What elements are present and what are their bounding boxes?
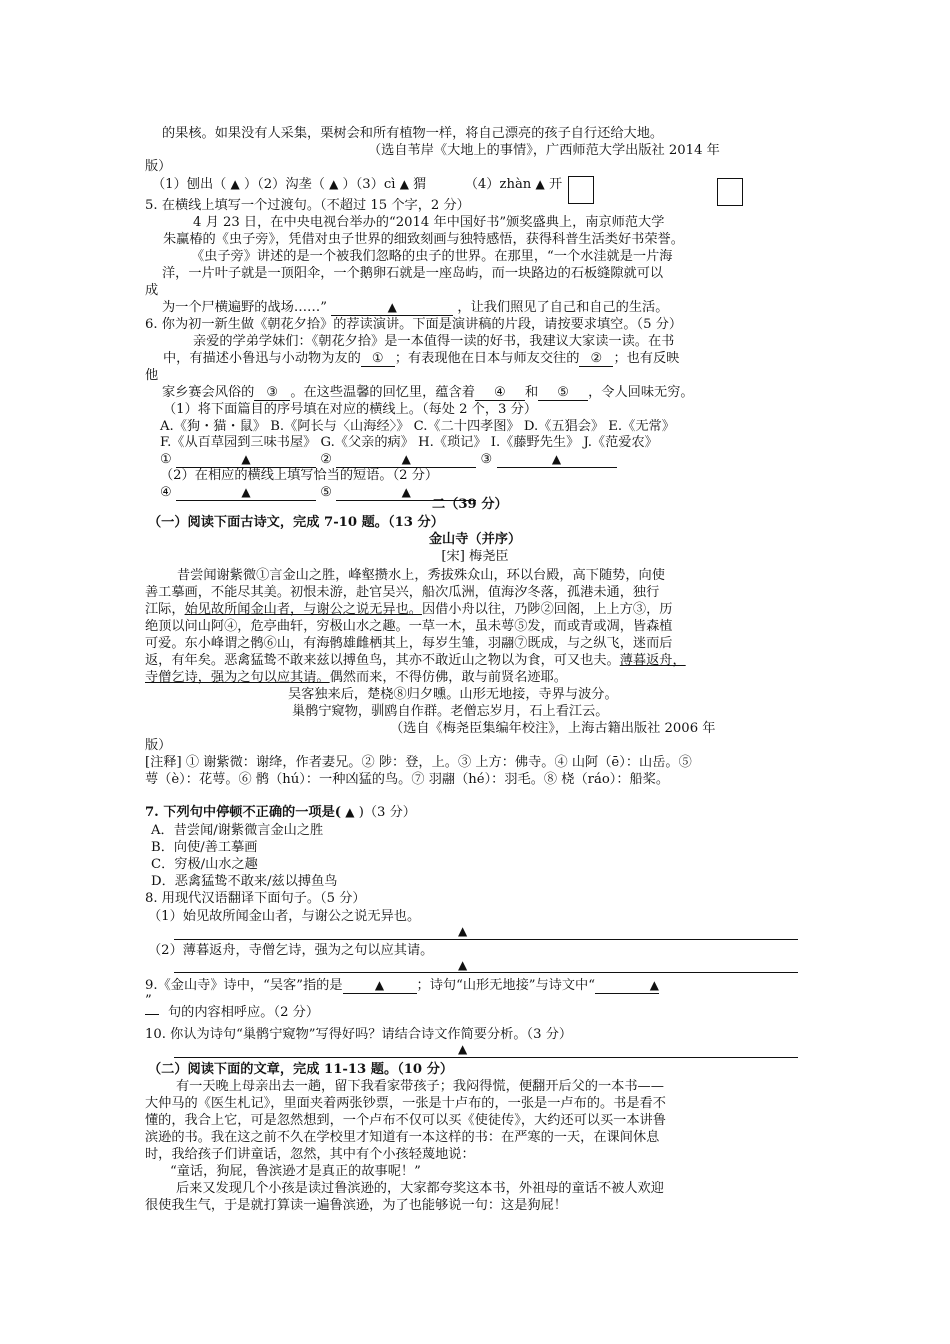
text-line: “童话，狗屁，鲁滨逊才是真正的故事呢！” [170,1164,421,1179]
answer-blank[interactable] [497,452,617,468]
q4-item-3-char: 猬 [413,177,427,192]
text-line: 可爱。东小峰谓之鹘⑥山，有海鹘雄雌栖其上，每岁生雏，羽翮⑦既成，与之纵飞，迷而后 [145,636,673,651]
q4-item-4: （4）zhàn [464,177,532,192]
q4-item-1: （1）刨出（ [152,177,227,192]
text-line [162,299,668,316]
question-7 [145,804,416,821]
answer-line[interactable] [174,1057,798,1058]
text-line [145,601,673,618]
text-line: 后来又发现几个小孩是读过鲁滨逊的，大家都夸奖这本书，外祖母的童话不被人欢迎 [176,1181,664,1196]
question-text: )（3 分） [358,805,416,820]
text-line: 洋，一片叶子就是一顶阳伞，一个鹅卵石就是一座岛屿，而一块路边的石板缝隙就可以 [162,266,664,281]
text-line: （2）在相应的横线上填写恰当的短语。（2 分） [160,468,439,483]
poem-title: 金山寺（并序） [428,532,522,547]
answer-mark[interactable]: ▲ [230,177,240,191]
blank-4[interactable]: ④ [475,386,525,401]
answer-line[interactable] [174,939,798,940]
label: ④ [160,485,172,500]
options-line: F.《从百草园到三味书屋》 G.《父亲的病》 H.《琐记》 I.《藤野先生》 J.《范爱农》 [160,435,658,450]
subsection-heading: （二）阅读下面的文章，完成 11-13 题。（10 分） [148,1062,454,1077]
text-line: 《虫子旁》讲述的是一个被我们忽略的虫子的世界。在那里，“一个水洼就是一片海 [191,249,673,264]
answer-mark: ▲ [387,300,397,314]
text-line: （1）将下面篇目的序号填在对应的横线上。（每处 2 个，3 分） [163,402,538,417]
question-text: 7. 下列句中停顿不正确的一项是( [145,805,342,820]
answer-mark[interactable]: ▲ [458,924,468,938]
answer-blank[interactable] [331,300,453,316]
section-heading: 二（39 分） [432,497,508,512]
blank-1[interactable]: ① [361,352,395,367]
question-10: 10. 你认为诗句“巢鹘宁窥物”写得好吗？请结合诗文作简要分析。（3 分） [145,1027,573,1042]
answer-mark[interactable]: ▲ [399,177,409,191]
quote-mark: ” [145,993,152,1008]
answer-mark: ▲ [241,485,251,499]
text-segment: 家乡赛会风俗的 [162,385,255,400]
answer-blank[interactable] [176,485,316,501]
choice-a[interactable]: A．昔尝闻/谢紫微言金山之胜 [151,823,324,838]
text-line [145,669,567,686]
answer-line[interactable] [174,972,798,973]
answer-mark: ▲ [401,452,411,466]
text-line: 的果核。如果没有人采集，栗树会和所有植物一样，将自己漂亮的孩子自行还给大地。 [162,126,664,141]
q4-row [152,176,562,193]
q4-item-2: ）（2）沟垄（ [243,177,325,192]
answer-mark[interactable]: ▲ [329,177,339,191]
text-line: 朱赢椿的《虫子旁》，凭借对虫子世界的细致刻画与独特感悟，获得科普生活类好书荣誉。 [163,232,684,247]
blank-5[interactable]: ⑤ [538,386,588,401]
text-line: 善工摹画，不能尽其美。初恨未游，赴官吴兴，船次瓜洲，值海汐冬落，孤港未通，独行 [145,585,660,600]
text-line: 时，我给孩子们讲童话，忽然，其中有个小孩轻蔑地说： [145,1147,475,1162]
source-citation-end: 版） [145,738,172,753]
question-5: 5. 在横线上填写一个过渡句。（不超过 15 个字，2 分） [145,198,470,213]
text-line: 绝顶以问山阿④，危亭曲轩，穷极山水之趣。一草一木，虽未萼⑤发，而或青或凋，皆森植 [145,619,673,634]
annotation: [注释] ① 谢紫微：谢绛，作者妻兄。② 陟：登，上。③ 上方：佛寺。④ 山阿（ē）：山岳。⑤ [145,755,692,770]
text-segment: 为一个尸横遍野的战场……” [162,300,327,315]
question-8: 8. 用现代汉语翻译下面句子。（5 分） [145,891,366,906]
label: ⑤ [320,485,333,500]
answer-mark: ▲ [551,452,562,466]
question-8-item-2: （2）薄暮返舟，寺僧乞诗，强为之句以应其请。 [148,943,434,958]
question-text: ；诗句“山形无地接”与诗文中“ [416,978,595,993]
text-segment: 江际， [145,602,185,617]
text-segment: ；也有反映 [613,351,680,366]
text-line: 懂的，我合上它，可是忽然想到，一个卢布不仅可以买《使徒传》，大约还可以买一本讲鲁 [145,1113,666,1128]
answer-mark[interactable]: ▲ [458,958,468,972]
annotation: 萼（è）：花萼。⑥ 鹘（hú）：一种凶猛的鸟。⑦ 羽翮（hé）：羽毛。⑧ 桡（ráo）：船桨。 [145,772,670,787]
text-line [163,350,679,367]
text-line: 昔尝闻谢紫微①言金山之胜，峰壑攒水上，秀拔殊众山，环以台殿，高下随势，向使 [177,568,665,583]
text-line [145,652,686,669]
label: ② [320,452,333,467]
q4-item-4-char: 开 [548,177,563,192]
label: ③ [480,452,493,467]
label: ① [160,452,172,467]
text-segment: 偶然而来，不得仿佛，敢与前贤名迹耶。 [329,670,567,685]
poem-verse: 吴客独来后，楚桡⑧归夕曛。山形无地接，寺界与波分。 [288,687,618,702]
question-8-item-1: （1）始见故所闻金山者，与谢公之说无异也。 [148,909,421,924]
question-9 [145,977,659,994]
poem-verse: 巢鹘宁窥物，驯鸥自作群。老僧忘岁月，石上看江云。 [292,704,609,719]
text-segment: 因借小舟以往，乃陟②回阁，上上方③，历 [421,602,673,617]
text-line: 亲爱的学弟学妹们：《朝花夕拾》是一本值得一读的好书，我建议大家读一读。在书 [193,334,675,349]
choice-d[interactable]: D．恶禽猛鸷不敢来/兹以搏鱼鸟 [151,874,338,889]
underlined-sentence: 始见故所闻金山者，与谢公之说无异也。 [184,602,422,617]
question-text: 句的内容相呼应。（2 分） [168,1005,320,1020]
answer-mark: ▲ [374,978,385,992]
text-segment: ，让我们照见了自己和自己的生活。 [457,300,669,315]
answer-mark: ▲ [649,978,659,992]
text-line: 成 [145,283,159,298]
answer-blank[interactable] [336,452,476,468]
answer-row [160,484,476,501]
text-line: 他 [145,368,159,383]
text-segment: 和 [524,385,539,400]
answer-box[interactable] [717,178,743,206]
answer-mark[interactable]: ▲ [345,805,355,819]
choice-c[interactable]: C．穷极/山水之趣 [151,857,258,872]
choice-b[interactable]: B．向使/善工摹画 [151,840,258,855]
source-citation-end: 版） [145,159,172,174]
text-line: 滨逊的书。我在这之前不久在学校里才知道有一本这样的书：在严寒的一天，在课间休息 [145,1130,660,1145]
q4-item-3: ）（3）cì [342,177,396,192]
text-line [162,384,694,401]
answer-mark: ▲ [241,452,251,466]
text-line: 4 月 23 日，在中央电视台举办的“2014 年中国好书”颁奖盛典上，南京师范大学 [193,215,665,230]
text-segment: ；有表现他在日本与师友交往的 [394,351,580,366]
answer-box[interactable] [568,176,594,204]
answer-mark: ▲ [401,485,411,499]
text-line: 有一天晚上母亲出去一趟，留下我看家带孩子；我闷得慌，便翻开后父的一本书—— [176,1079,664,1094]
source-citation: （选自苇岸《大地上的事情》，广西师范大学出版社 2014 年 [368,143,720,158]
poem-author: [宋] 梅尧臣 [441,549,509,564]
subsection-heading: （一）阅读下面古诗文，完成 7-10 题。（13 分） [148,515,444,530]
options-line: A.《狗・猫・鼠》 B.《阿长与〈山海经〉》 C.《二十四孝图》 D.《五猖会》 E.《无常》 [160,419,675,434]
answer-blank[interactable] [176,452,316,468]
answer-mark[interactable]: ▲ [535,177,545,191]
question-text: 9.《金山寺》诗中，“吴客”指的是 [145,978,343,993]
text-segment: 中，有描述小鲁迅与小动物为友的 [163,351,361,366]
text-segment: 返，有年矣。恶禽猛鸷不敢来兹以搏鱼鸟，其亦不敢近山之物以为食，可又也夫。 [145,653,620,668]
blank-2[interactable]: ② [579,352,613,367]
text-segment: 。在这些温馨的回忆里，蕴含着 [290,385,475,400]
answer-line[interactable] [145,1014,159,1015]
text-line: 大仲马的《医生札记》，里面夹着两张钞票，一张是十卢布的，一张是一卢布的。书是看不 [145,1096,666,1111]
source-citation: （选自《梅尧臣集编年校注》，上海古籍出版社 2006 年 [390,721,716,736]
blank-3[interactable]: ③ [254,386,290,401]
answer-blank[interactable] [343,978,417,994]
answer-blank[interactable] [595,978,659,994]
underlined-sentence: 寺僧乞诗，强为之句以应其请。 [145,670,330,685]
question-6: 6. 你为初一新生做《朝花夕拾》的荐读演讲。下面是演讲稿的片段，请按要求填空。（5 分） [145,317,683,332]
answer-row [160,451,617,468]
text-line: 很使我生气，于是就打算读一遍鲁滨逊，为了也能够说一句：这是狗屁！ [145,1198,567,1213]
text-segment: ，令人回味无穷。 [588,385,694,400]
answer-mark[interactable]: ▲ [458,1042,468,1056]
underlined-sentence: 薄暮返舟， [619,653,686,668]
